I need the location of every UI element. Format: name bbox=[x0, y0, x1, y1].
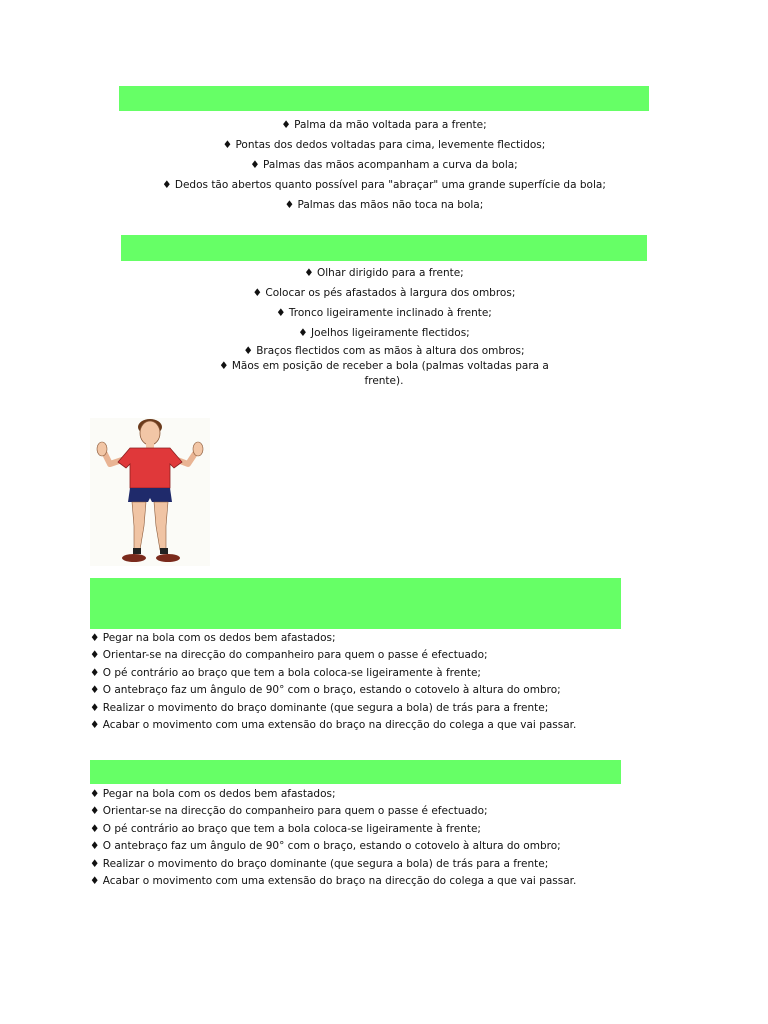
list-item: ♦ Joelhos ligeiramente flectidos; bbox=[298, 327, 470, 339]
body-position-list bbox=[200, 263, 568, 389]
list-item: ♦ Dedos tão abertos quanto possível para "abraçar" uma grande superfície da bola; bbox=[162, 179, 606, 191]
section-header-bar bbox=[90, 578, 621, 629]
list-item: ♦ Palma da mão voltada para a frente; bbox=[281, 119, 487, 131]
pass-technique-list-repeat bbox=[90, 786, 710, 890]
list-item: ♦ Palmas das mãos acompanham a curva da bola; bbox=[250, 159, 518, 171]
list-item: ♦ Pegar na bola com os dedos bem afastados; bbox=[90, 788, 336, 800]
list-item: ♦ Colocar os pés afastados à largura dos ombros; bbox=[252, 287, 516, 299]
list-item: ♦ Tronco ligeiramente inclinado à frente; bbox=[276, 307, 492, 319]
pass-technique-list bbox=[90, 630, 710, 734]
list-item: ♦ Mãos em posição de receber a bola (palmas voltadas para a frente). bbox=[219, 360, 549, 387]
hand-position-list bbox=[100, 115, 668, 215]
list-item: ♦ Orientar-se na direcção do companheiro para quem o passe é efectuado; bbox=[90, 649, 488, 662]
list-item: ♦ Realizar o movimento do braço dominante (que segura a bola) de trás para a frente; bbox=[90, 701, 549, 714]
section-header-bar bbox=[121, 235, 647, 261]
list-item: ♦ Acabar o movimento com uma extensão do braço na direcção do colega a que vai passar. bbox=[90, 874, 577, 887]
list-item: ♦ Orientar-se na direcção do companheiro para quem o passe é efectuado; bbox=[90, 805, 488, 818]
list-item: ♦ Palmas das mãos não toca na bola; bbox=[284, 199, 484, 211]
section-header-bar bbox=[119, 86, 649, 111]
list-item: ♦ Pontas dos dedos voltadas para cima, levemente flectidos; bbox=[222, 139, 546, 151]
list-item: ♦ O pé contrário ao braço que tem a bola coloca-se ligeiramente à frente; bbox=[90, 822, 481, 835]
list-item: ♦ O antebraço faz um ângulo de 90° com o braço, estando o cotovelo à altura do ombro; bbox=[90, 684, 561, 697]
list-item: ♦ Olhar dirigido para a frente; bbox=[304, 267, 464, 279]
section-header-bar bbox=[90, 760, 621, 784]
list-item: ♦ Realizar o movimento do braço dominante (que segura a bola) de trás para a frente; bbox=[90, 857, 549, 870]
list-item: ♦ Pegar na bola com os dedos bem afastados; bbox=[90, 632, 336, 644]
list-item: ♦ O pé contrário ao braço que tem a bola coloca-se ligeiramente à frente; bbox=[90, 666, 481, 679]
list-item: ♦ O antebraço faz um ângulo de 90° com o braço, estando o cotovelo à altura do ombro; bbox=[90, 840, 561, 853]
list-item: ♦ Acabar o movimento com uma extensão do braço na direcção do colega a que vai passar. bbox=[90, 718, 577, 731]
player-illustration bbox=[90, 418, 210, 566]
list-item: ♦ Braços flectidos com as mãos à altura dos ombros; bbox=[243, 345, 525, 357]
